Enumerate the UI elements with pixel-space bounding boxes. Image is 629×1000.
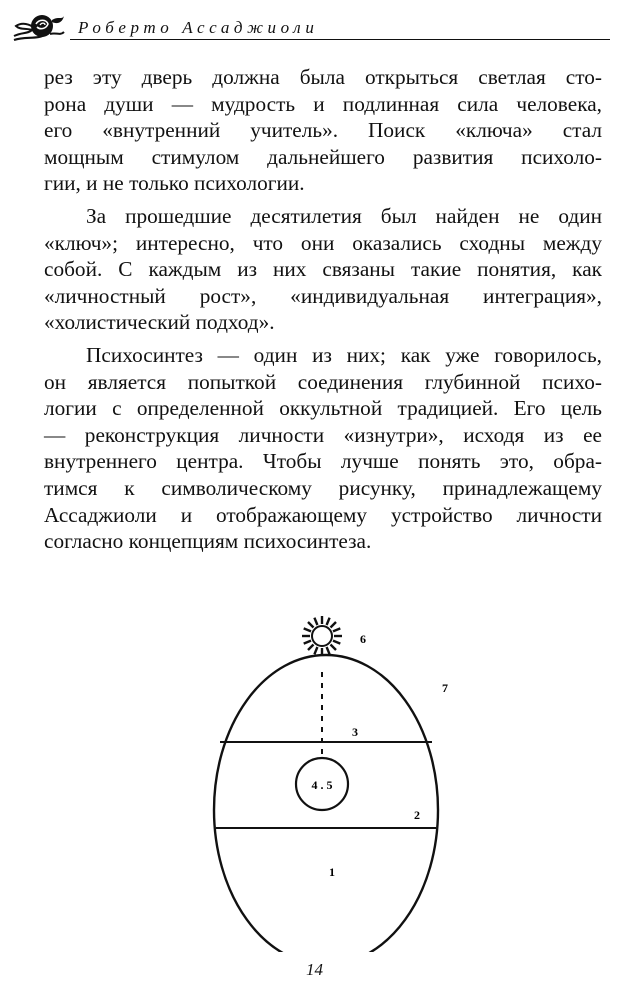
- label-3: 3: [352, 725, 358, 739]
- text-line: мощным стимулом дальнейшего развития психоло-: [44, 144, 602, 169]
- label-4-5: 4 . 5: [311, 778, 333, 792]
- text-line: логии с определенной оккультной традицией. Его цель: [44, 396, 602, 421]
- text-line: — реконструкция личности «изнутри», исходя из ее: [44, 422, 602, 447]
- label-7: 7: [442, 681, 448, 695]
- text-line: рона души — мудрость и подлинная сила человека,: [44, 91, 602, 116]
- star-icon: [302, 616, 342, 656]
- text-line: Психосинтез — один из них; как уже говорилось,: [86, 342, 602, 367]
- running-header: [12, 8, 610, 44]
- text-line: его «внутренний учитель». Поиск «ключа» стал: [44, 118, 602, 143]
- text-line: Ассаджиоли и отображающему устройство личности: [44, 502, 602, 527]
- text-line: За прошедшие десятилетия был найден не один: [86, 203, 602, 228]
- egg-diagram: [196, 612, 466, 952]
- text-line: гии, и не только психологии.: [44, 171, 305, 196]
- page-number: 14: [306, 960, 323, 979]
- rose-ornament-icon: [12, 10, 66, 44]
- text-line: «холистический подход».: [44, 310, 275, 335]
- running-title: Роберто Ассаджиоли: [78, 18, 319, 37]
- body-text: [44, 64, 602, 555]
- egg-diagram-svg: [196, 612, 466, 952]
- text-line: внутреннего центра. Чтобы лучше понять это, обра-: [44, 449, 602, 474]
- text-line: «личностный рост», «индивидуальная интеграция»,: [44, 283, 602, 308]
- label-2: 2: [414, 808, 420, 822]
- text-line: рез эту дверь должна была открыться светлая сто-: [44, 65, 602, 89]
- label-1: 1: [329, 865, 335, 879]
- text-line: «ключ»; интересно, что они оказались сходны между: [44, 230, 602, 255]
- header-rule: [70, 39, 610, 40]
- text-line: собой. С каждым из них связаны такие понятия, как: [44, 257, 602, 282]
- text-line: тимся к символическому рисунку, принадлежащему: [44, 475, 602, 500]
- label-6: 6: [360, 632, 366, 646]
- text-line: он является попыткой соединения глубинной психо-: [44, 369, 602, 394]
- text-line: согласно концепциям психосинтеза.: [44, 529, 372, 554]
